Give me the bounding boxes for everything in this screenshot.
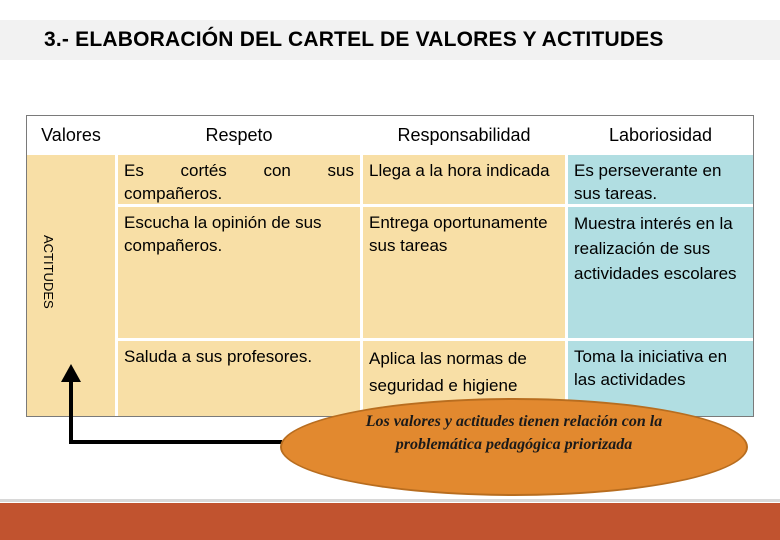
laboriosidad-cell-2: Muestra interés en la realización de sus actividades escolares <box>568 207 753 338</box>
respeto-cell-2: Escucha la opinión de sus compañeros. <box>118 207 360 338</box>
responsabilidad-cell-2: Entrega oportunamente sus tareas <box>363 207 565 338</box>
arrow-head-icon <box>61 364 81 382</box>
header-respeto: Respeto <box>118 116 360 154</box>
respeto-cell-1: Es cortés con sus compañeros. <box>118 155 360 204</box>
footer-bar <box>0 503 780 540</box>
callout-text: Los valores y actitudes tienen relación con la problemática pedagógica priorizada <box>365 413 663 453</box>
arrow-horizontal-line <box>69 440 282 444</box>
footer-divider <box>0 499 780 502</box>
responsabilidad-cell-1: Llega a la hora indicada <box>363 155 565 204</box>
arrow-vertical-line <box>69 378 73 444</box>
header-responsabilidad: Responsabilidad <box>363 116 565 154</box>
responsabilidad-cell-3: Aplica las normas de seguridad e higiene <box>363 341 565 416</box>
actitudes-label: ACTITUDES <box>41 235 56 309</box>
header-valores: Valores <box>27 116 115 154</box>
laboriosidad-cell-3: Toma la iniciativa en las actividades <box>568 341 753 416</box>
page-title: 3.- ELABORACIÓN DEL CARTEL DE VALORES Y ACTITUDES <box>44 28 664 51</box>
header-laboriosidad: Laboriosidad <box>568 116 753 154</box>
laboriosidad-cell-1: Es perseverante en sus tareas. <box>568 155 753 204</box>
respeto-cell-3: Saluda a sus profesores. <box>118 341 360 416</box>
